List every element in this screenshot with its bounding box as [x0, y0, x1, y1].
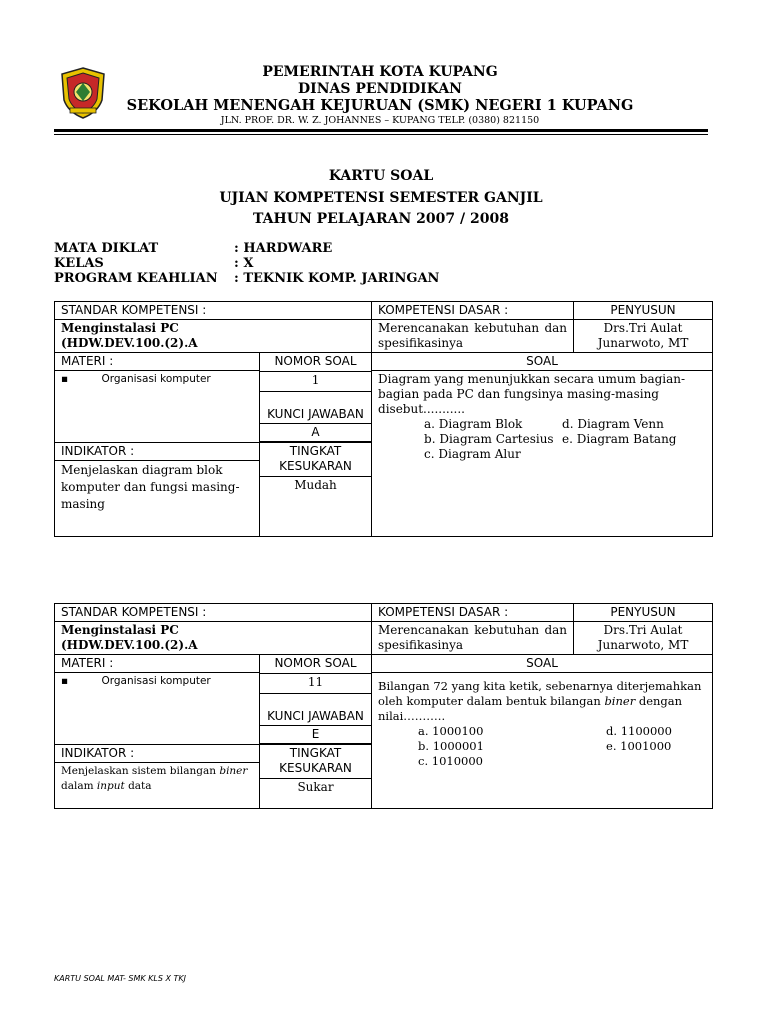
header-divider — [54, 129, 708, 132]
question-text-italic: biner — [604, 694, 636, 708]
question-text — [378, 679, 706, 724]
materi-label: MATERI : — [55, 353, 260, 371]
standar-value — [55, 320, 372, 353]
option-b: b. Diagram Cartesius — [424, 432, 554, 446]
penyusun-line1: Drs.Tri Aulat — [603, 321, 683, 335]
header-government: PEMERINTAH KOTA KUPANG — [262, 64, 498, 80]
penyusun-value — [574, 320, 713, 353]
nomor-soal-value: 1 — [260, 372, 372, 392]
indikator-value: Menjelaskan diagram blok komputer dan fungsi masing-masing — [55, 461, 260, 537]
standar-value-line1: Menginstalasi PC — [61, 321, 179, 335]
materi-item: Organisasi komputer — [101, 675, 211, 687]
info-label: MATA DIKLAT — [54, 241, 159, 256]
answer-options — [418, 724, 706, 769]
standar-label: STANDAR KOMPETENSI : — [55, 302, 372, 320]
nomor-soal-label: NOMOR SOAL — [260, 353, 372, 372]
header-divider-thin — [54, 134, 708, 135]
header-school: SEKOLAH MENENGAH KEJURUAN (SMK) NEGERI 1 KUPANG — [126, 97, 634, 114]
soal-label: SOAL — [372, 353, 713, 371]
info-label: PROGRAM KEAHLIAN — [54, 271, 218, 286]
option-a: a. Diagram Blok — [424, 417, 523, 431]
header-address: JLN. PROF. DR. W. Z. JOHANNES – KUPANG TELP. (0380) 821150 — [220, 115, 540, 126]
option-c: c. Diagram Alur — [424, 447, 521, 461]
tingkat-value: Mudah — [260, 477, 372, 537]
standar-value-line2: (HDW.DEV.100.(2).A — [61, 336, 198, 350]
materi-item: Organisasi komputer — [101, 373, 211, 385]
tingkat-label: TINGKAT KESUKARAN — [260, 443, 372, 477]
penyusun-value — [574, 622, 713, 655]
bullet-icon: ▪ — [61, 675, 69, 687]
soal-label: SOAL — [372, 655, 713, 673]
standar-value — [55, 622, 372, 655]
bullet-icon: ▪ — [61, 373, 69, 385]
indikator-text-part: dalam — [61, 780, 97, 792]
indikator-text-part: data — [124, 780, 152, 792]
penyusun-label: PENYUSUN — [574, 604, 713, 622]
question-text: Diagram yang menunjukkan secara umum bagian-bagian pada PC dan fungsinya masing-masing disebut........... — [378, 372, 686, 416]
kunci-label: KUNCI JAWABAN — [260, 694, 372, 726]
nomor-soal-label: NOMOR SOAL — [260, 655, 372, 674]
question-card-1 — [54, 301, 713, 537]
question-text-part: Bilangan 72 yang kita ketik, sebenarnya diterjemahkan oleh komputer dalam bentuk bilangan — [378, 679, 702, 708]
kunci-value: E — [260, 726, 372, 744]
option-d: d. Diagram Venn — [562, 417, 664, 431]
kunci-label: KUNCI JAWABAN — [260, 392, 372, 424]
doc-year: TAHUN PELAJARAN 2007 / 2008 — [253, 211, 509, 227]
standar-label: STANDAR KOMPETENSI : — [55, 604, 372, 622]
indikator-label: INDIKATOR : — [55, 745, 260, 763]
kompetensi-dasar-label: KOMPETENSI DASAR : — [372, 604, 574, 622]
penyusun-line2: Junarwoto, MT — [597, 638, 689, 652]
doc-subtitle: UJIAN KOMPETENSI SEMESTER GANJIL — [219, 190, 543, 206]
standar-value-line2: (HDW.DEV.100.(2).A — [61, 638, 198, 652]
doc-title: KARTU SOAL — [328, 168, 434, 184]
question-card-2 — [54, 603, 713, 809]
option-a: a. 1000100 — [418, 724, 484, 738]
option-e: e. 1001000 — [606, 739, 672, 753]
answer-options — [424, 417, 706, 462]
penyusun-label: PENYUSUN — [574, 302, 713, 320]
materi-value — [55, 673, 260, 745]
kunci-value: A — [260, 424, 372, 442]
soal-value — [372, 673, 713, 809]
materi-value — [55, 371, 260, 443]
materi-label: MATERI : — [55, 655, 260, 673]
option-d: d. 1100000 — [606, 724, 672, 738]
penyusun-line1: Drs.Tri Aulat — [603, 623, 683, 637]
info-value: : TEKNIK KOMP. JARINGAN — [234, 271, 440, 286]
kompetensi-dasar-label: KOMPETENSI DASAR : — [372, 302, 574, 320]
indikator-value — [55, 763, 260, 809]
info-label: KELAS — [54, 256, 104, 271]
nomor-soal-value: 11 — [260, 674, 372, 694]
kompetensi-dasar-value: Merencanakan kebutuhan dan spesifikasinya — [372, 622, 574, 655]
indikator-label: INDIKATOR : — [55, 443, 260, 461]
footer-text: KARTU SOAL MAT- SMK KLS X TKJ — [54, 974, 186, 983]
indikator-text-part: Menjelaskan sistem bilangan — [61, 765, 220, 777]
soal-value — [372, 371, 713, 537]
kompetensi-dasar-value: Merencanakan kebutuhan dan spesifikasinya — [372, 320, 574, 353]
option-c: c. 1010000 — [418, 754, 483, 768]
tingkat-label: TINGKAT KESUKARAN — [260, 745, 372, 779]
option-b: b. 1000001 — [418, 739, 484, 753]
standar-value-line1: Menginstalasi PC — [61, 623, 179, 637]
indikator-text-italic: biner — [219, 765, 248, 777]
tingkat-value: Sukar — [260, 779, 372, 809]
penyusun-line2: Junarwoto, MT — [597, 336, 689, 350]
info-value: : X — [234, 256, 254, 271]
info-value: : HARDWARE — [234, 241, 333, 256]
header-department: DINAS PENDIDIKAN — [298, 81, 462, 97]
indikator-text-italic: input — [96, 780, 125, 792]
option-e: e. Diagram Batang — [562, 432, 677, 446]
question-text-part: dengan nilai……….. — [378, 694, 683, 723]
info-block — [54, 241, 439, 286]
